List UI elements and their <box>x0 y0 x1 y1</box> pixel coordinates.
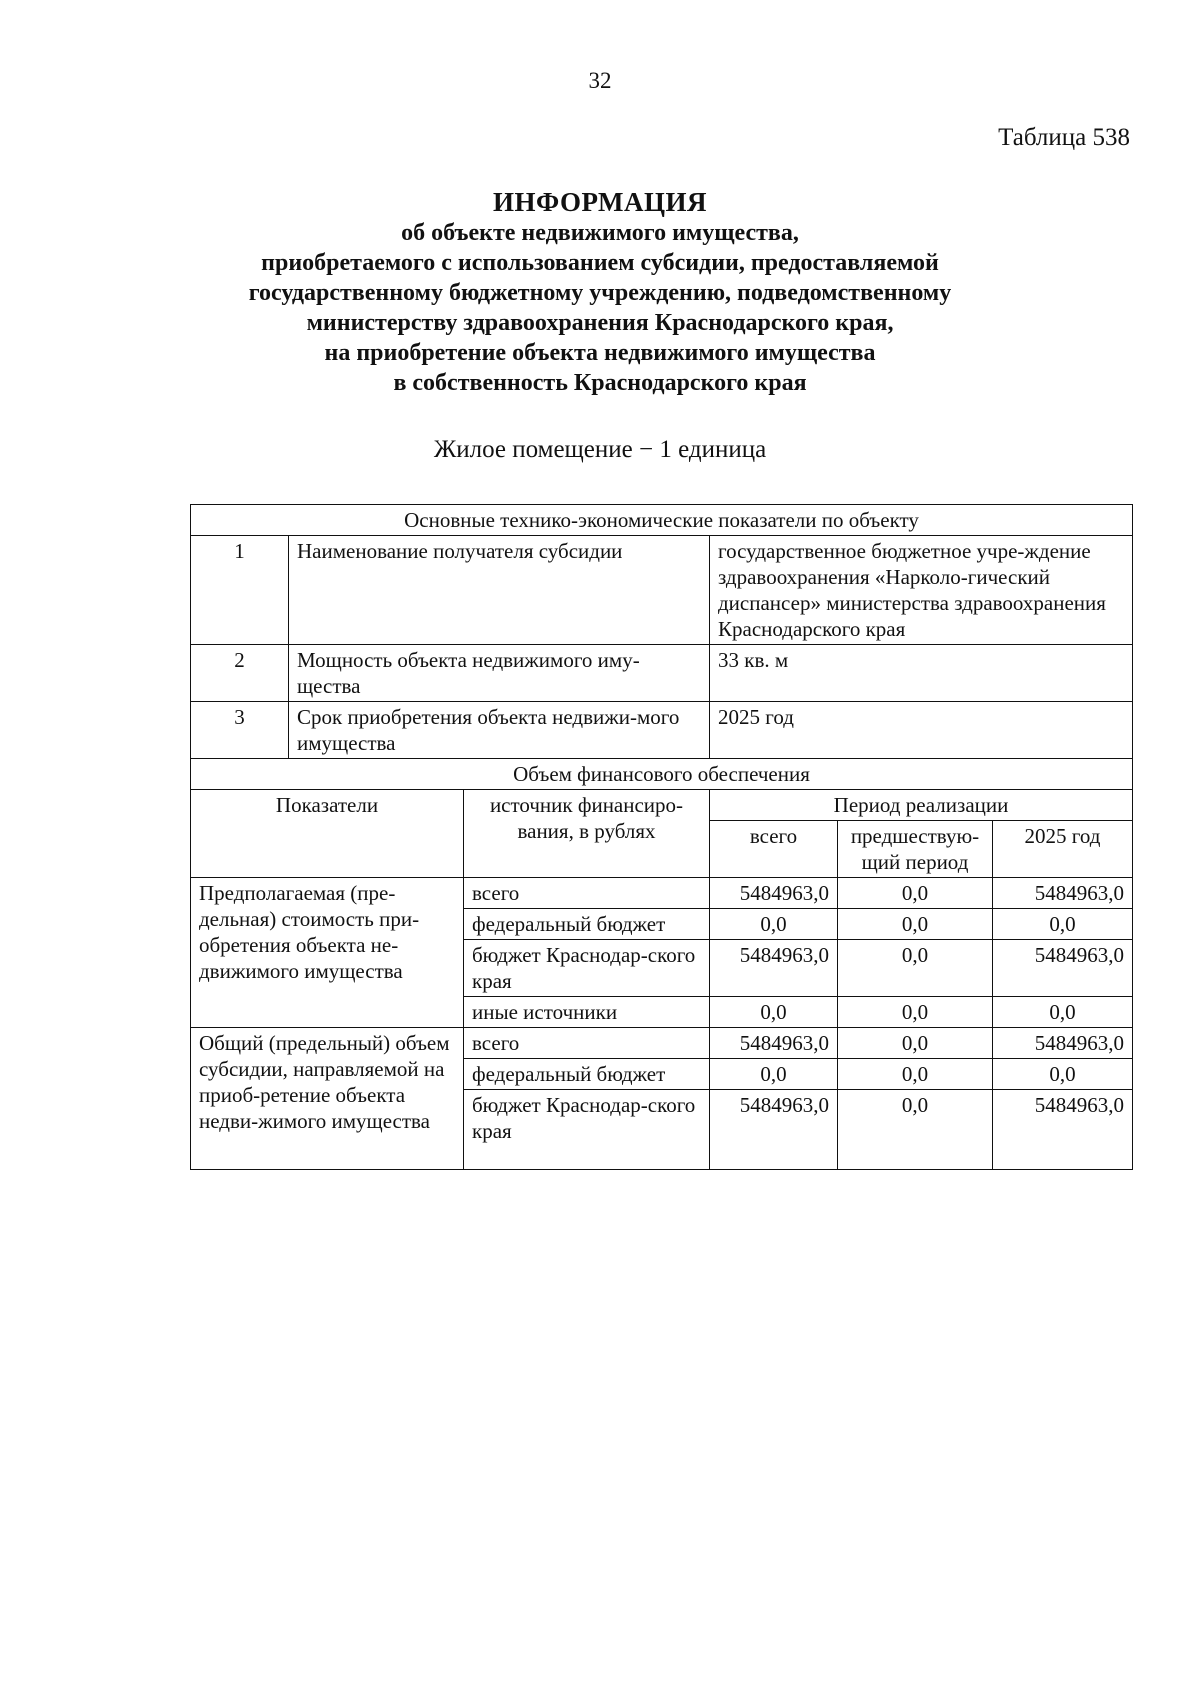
year-2025-cell: 5484963,0 <box>993 1028 1133 1059</box>
table-row <box>191 1028 1133 1059</box>
previous-cell: 0,0 <box>838 1090 993 1170</box>
row-number: 2 <box>191 645 289 702</box>
table-row <box>191 645 1133 702</box>
total-cell: 5484963,0 <box>710 878 838 909</box>
object-subtitle: Жилое помещение − 1 единица <box>433 436 767 463</box>
row-value: государственное бюджетное учре-ждение здравоохранения «Нарколо-гический диспансер» министерства здравоохранения Краснодарского края <box>710 536 1133 645</box>
section-header-main: Основные технико-экономические показатели по объекту <box>191 505 1133 536</box>
source-cell: всего <box>464 878 710 909</box>
year-2025-cell: 5484963,0 <box>993 1090 1133 1170</box>
group-label: Предполагаемая (пре-дельная) стоимость при-обретения объекта не-движимого имущества <box>191 878 464 1028</box>
row-label: Наименование получателя субсидии <box>289 536 710 645</box>
col-header-source: источник финансиро-вания, в рублях <box>464 790 710 878</box>
total-cell: 5484963,0 <box>710 1090 838 1170</box>
source-cell: федеральный бюджет <box>464 909 710 940</box>
section-header-finance: Объем финансового обеспечения <box>191 759 1133 790</box>
col-header-indicators: Показатели <box>191 790 464 878</box>
table-label: Таблица 538 <box>998 124 1130 151</box>
previous-cell: 0,0 <box>838 1028 993 1059</box>
total-cell: 5484963,0 <box>710 1028 838 1059</box>
row-label: Срок приобретения объекта недвижи-мого имущества <box>289 702 710 759</box>
source-cell: всего <box>464 1028 710 1059</box>
year-2025-cell: 0,0 <box>993 1059 1133 1090</box>
total-cell: 0,0 <box>710 1059 838 1090</box>
source-cell: бюджет Краснодар-ского края <box>464 940 710 997</box>
row-number: 3 <box>191 702 289 759</box>
title-line: в собственность Краснодарского края <box>393 370 807 396</box>
previous-cell: 0,0 <box>838 1059 993 1090</box>
col-header-total: всего <box>710 821 838 878</box>
total-cell: 5484963,0 <box>710 940 838 997</box>
row-number: 1 <box>191 536 289 645</box>
table-row <box>191 536 1133 645</box>
group-label: Общий (предельный) объем субсидии, направляемой на приоб-ретение объекта недви-жимого имущества <box>191 1028 464 1170</box>
document-title <box>100 186 1100 398</box>
previous-cell: 0,0 <box>838 878 993 909</box>
year-2025-cell: 0,0 <box>993 997 1133 1028</box>
previous-cell: 0,0 <box>838 940 993 997</box>
source-cell: федеральный бюджет <box>464 1059 710 1090</box>
col-header-previous: предшествую-щий период <box>838 821 993 878</box>
column-header-row <box>191 790 1133 821</box>
total-cell: 0,0 <box>710 909 838 940</box>
year-2025-cell: 0,0 <box>993 909 1133 940</box>
previous-cell: 0,0 <box>838 997 993 1028</box>
source-cell: бюджет Краснодар-ского края <box>464 1090 710 1170</box>
title-line: об объекте недвижимого имущества, <box>401 220 799 246</box>
table-row <box>191 702 1133 759</box>
row-value: 2025 год <box>710 702 1133 759</box>
year-2025-cell: 5484963,0 <box>993 940 1133 997</box>
section-header-row <box>191 505 1133 536</box>
source-cell: иные источники <box>464 997 710 1028</box>
previous-cell: 0,0 <box>838 909 993 940</box>
page-number: 32 <box>588 68 612 93</box>
row-value: 33 кв. м <box>710 645 1133 702</box>
title-line: приобретаемого с использованием субсидии, предоставляемой <box>261 250 939 276</box>
title-line: государственному бюджетному учреждению, подведомственному <box>248 280 952 306</box>
row-label: Мощность объекта недвижимого иму-щества <box>289 645 710 702</box>
year-2025-cell: 5484963,0 <box>993 878 1133 909</box>
table-row <box>191 878 1133 909</box>
col-header-2025: 2025 год <box>993 821 1133 878</box>
section-header-row <box>191 759 1133 790</box>
title-line: министерству здравоохранения Краснодарского края, <box>306 310 894 336</box>
total-cell: 0,0 <box>710 997 838 1028</box>
info-table <box>190 504 1133 1170</box>
col-header-period: Период реализации <box>710 790 1133 821</box>
title-main: ИНФОРМАЦИЯ <box>493 187 707 217</box>
title-line: на приобретение объекта недвижимого имущества <box>324 340 876 366</box>
